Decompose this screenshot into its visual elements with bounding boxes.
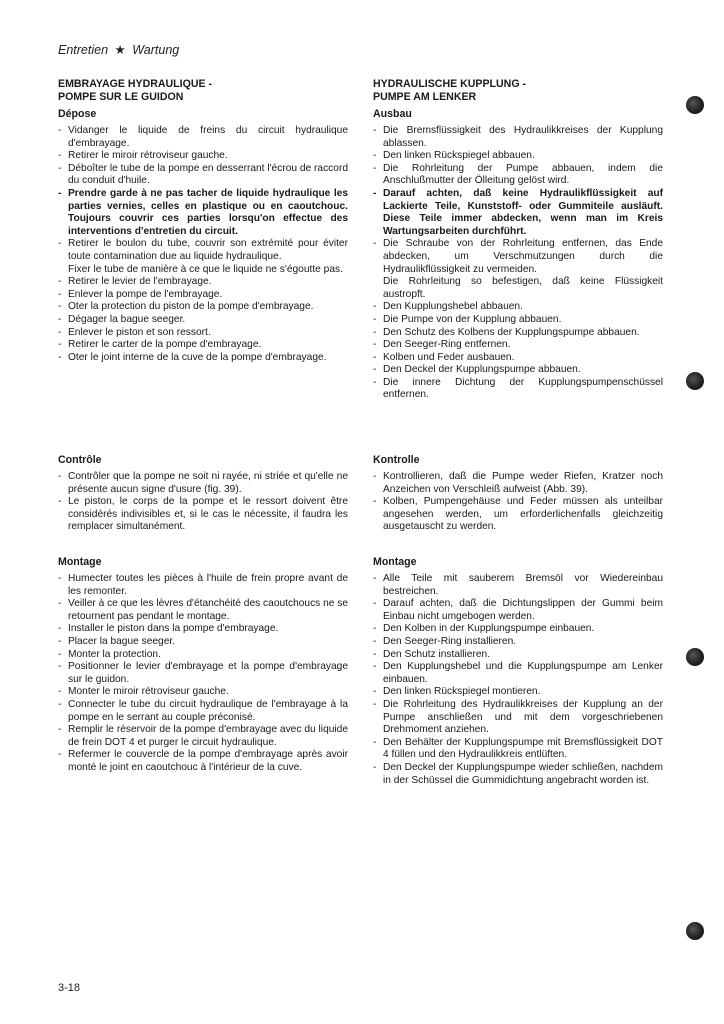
section-heading: Ausbau	[373, 108, 412, 120]
list-item: - Die innere Dichtung der Kupplungspumpenschüssel entfernen.	[373, 377, 663, 402]
list-item: - Den Deckel der Kupplungspumpe abbauen.	[373, 364, 663, 377]
step-list	[373, 125, 663, 402]
list-item: - Die Schraube von der Rohrleitung entfernen, das Ende abdecken, um Verschmutzungen durch die Hydraulikflüssigkeit zu vermeiden.	[373, 238, 663, 276]
list-item: - Retirer le miroir rétroviseur gauche.	[58, 150, 348, 163]
list-item: - Retirer le carter de la pompe d'embrayage.	[58, 339, 348, 352]
list-item: - Die Pumpe von der Kupplung abbauen.	[373, 314, 663, 327]
left-title-line2: POMPE SUR LE GUIDON	[58, 91, 184, 103]
right-column	[373, 78, 663, 786]
list-item: - Monter la protection.	[58, 649, 348, 662]
step-list	[58, 573, 348, 775]
left-montage-section	[58, 556, 348, 775]
list-item: - Déboîter le tube de la pompe en desserrant l'écrou de raccord du conduit d'huile.	[58, 163, 348, 188]
list-item: - Enlever la pompe de l'embrayage.	[58, 289, 348, 302]
step-list	[373, 573, 663, 787]
section-heading: Contrôle	[58, 454, 102, 466]
list-item: - Den Schutz installieren.	[373, 649, 663, 662]
list-item: - Den linken Rückspiegel abbauen.	[373, 150, 663, 163]
list-item: - Kolben, Pumpengehäuse und Feder müssen als unteilbar angesehen werden, um erforderlichenfalls gleichzeitig ausgetauscht zu werden.	[373, 496, 663, 534]
list-item: - Dégager la bague seeger.	[58, 314, 348, 327]
list-item: - Oter la protection du piston de la pompe d'embrayage.	[58, 301, 348, 314]
punch-hole-icon	[686, 96, 704, 114]
list-item: - Prendre garde à ne pas tacher de liquide hydraulique les parties vernies, celles en plastique ou en caoutchouc. Toujours couvrir ces parties lorsqu'on effectue des interventions d'entretien du circuit.	[58, 188, 348, 238]
list-item: - Die Bremsflüssigkeit des Hydraulikkreises der Kupplung ablassen.	[373, 125, 663, 150]
list-item: - Darauf achten, daß keine Hydraulikflüssigkeit auf Lackierte Teile, Kunststoff- oder Gummiteile ausläuft. Diese Teile immer abdecken, wenn man im Kreis Wartungsarbeiten durchführt.	[373, 188, 663, 238]
list-item: - Monter le miroir rétroviseur gauche.	[58, 686, 348, 699]
list-item: - Connecter le tube du circuit hydraulique de l'embrayage à la pompe en le serrant au couple préconisé.	[58, 699, 348, 724]
punch-hole-icon	[686, 922, 704, 940]
list-item: - Kontrollieren, daß die Pumpe weder Riefen, Kratzer noch Anzeichen von Verschleiß aufweist (Abb. 39).	[373, 471, 663, 496]
punch-hole-icon	[686, 648, 704, 666]
list-item: - Alle Teile mit sauberem Bremsöl vor Wiedereinbau bestreichen.	[373, 573, 663, 598]
star-icon: ★	[114, 43, 126, 57]
list-item: Die Rohrleitung so befestigen, daß keine Flüssigkeit austropft.	[383, 276, 663, 300]
section-heading: Montage	[373, 556, 417, 568]
list-item: - Humecter toutes les pièces à l'huile de frein propre avant de les remonter.	[58, 573, 348, 598]
list-item: - Die Rohrleitung der Pumpe abbauen, indem die Anschlußmutter der Ölleitung gelöst wird.	[373, 163, 663, 188]
step-list	[58, 471, 348, 534]
right-montage-section	[373, 556, 663, 787]
list-item: - Den Behälter der Kupplungspumpe mit Bremsflüssigkeit DOT 4 füllen und den Hydraulikkreis entlüften.	[373, 737, 663, 762]
list-item: - Den Seeger-Ring installieren.	[373, 636, 663, 649]
left-depose-section	[58, 108, 348, 364]
punch-hole-icon	[686, 372, 704, 390]
list-item: - Placer la bague seeger.	[58, 636, 348, 649]
list-item: - Vidanger le liquide de freins du circuit hydraulique d'embrayage.	[58, 125, 348, 150]
left-controle-section	[58, 454, 348, 534]
list-item: - Retirer le boulon du tube, couvrir son extrémité pour éviter toute contamination due au liquide hydraulique.	[58, 238, 348, 263]
list-item: - Den Kolben in der Kupplungspumpe einbauen.	[373, 623, 663, 636]
list-item: - Contrôler que la pompe ne soit ni rayée, ni striée et qu'elle ne présente aucun signe d'usure (fig. 39).	[58, 471, 348, 496]
list-item: - Den linken Rückspiegel montieren.	[373, 686, 663, 699]
list-item: Fixer le tube de manière à ce que le liquide ne s'égoutte pas.	[68, 263, 343, 275]
page-header	[58, 42, 179, 57]
list-item: - Den Deckel der Kupplungspumpe wieder schließen, nachdem in der Schüssel die Gummidichtung angebracht worden ist.	[373, 762, 663, 787]
left-column	[58, 78, 349, 773]
list-item: - Refermer le couvercle de la pompe d'embrayage après avoir monté le joint en caoutchouc à l'intérieur de la cuve.	[58, 749, 348, 774]
list-item: - Veiller à ce que les lèvres d'étanchéité des caoutchoucs ne se retournent pas pendant le montage.	[58, 598, 348, 623]
right-kontrolle-section	[373, 454, 663, 534]
list-item: - Den Schutz des Kolbens der Kupplungspumpe abbauen.	[373, 327, 663, 340]
list-item: - Installer le piston dans la pompe d'embrayage.	[58, 623, 348, 636]
section-heading: Kontrolle	[373, 454, 420, 466]
right-ausbau-section	[373, 108, 663, 402]
step-list	[373, 471, 663, 534]
left-title-line1: EMBRAYAGE HYDRAULIQUE -	[58, 78, 213, 90]
right-title-line2: PUMPE AM LENKER	[373, 91, 477, 103]
section-heading: Dépose	[58, 108, 97, 120]
list-item: - Retirer le levier de l'embrayage.	[58, 276, 348, 289]
list-item: - Le piston, le corps de la pompe et le ressort doivent être considérés indivisibles et, si le cas le nécessite, il faudra les remplacer simultanément.	[58, 496, 348, 534]
list-item: - Oter le joint interne de la cuve de la pompe d'embrayage.	[58, 352, 348, 365]
list-item: - Den Kupplungshebel und die Kupplungspumpe am Lenker einbauen.	[373, 661, 663, 686]
list-item: - Die Rohrleitung des Hydraulikkreises der Kupplung an der Pumpe anschließen und mit dem vorgeschriebenen Drehmoment anziehen.	[373, 699, 663, 737]
header-right: Wartung	[132, 43, 180, 57]
right-title-line1: HYDRAULISCHE KUPPLUNG -	[373, 78, 527, 90]
section-heading: Montage	[58, 556, 102, 568]
list-item: - Den Seeger-Ring entfernen.	[373, 339, 663, 352]
list-item: - Positionner le levier d'embrayage et la pompe d'embrayage sur le guidon.	[58, 661, 348, 686]
step-list	[58, 125, 348, 364]
list-item: - Darauf achten, daß die Dichtungslippen der Gummi beim Einbau nicht umgebogen werden.	[373, 598, 663, 623]
list-item: - Den Kupplungshebel abbauen.	[373, 301, 663, 314]
header-left: Entretien	[58, 43, 109, 57]
list-item: - Kolben und Feder ausbauen.	[373, 352, 663, 365]
list-item: - Enlever le piston et son ressort.	[58, 327, 348, 340]
page-number: 3-18	[58, 982, 81, 994]
list-item: - Remplir le réservoir de la pompe d'embrayage avec du liquide de frein DOT 4 et purger le circuit hydraulique.	[58, 724, 348, 749]
